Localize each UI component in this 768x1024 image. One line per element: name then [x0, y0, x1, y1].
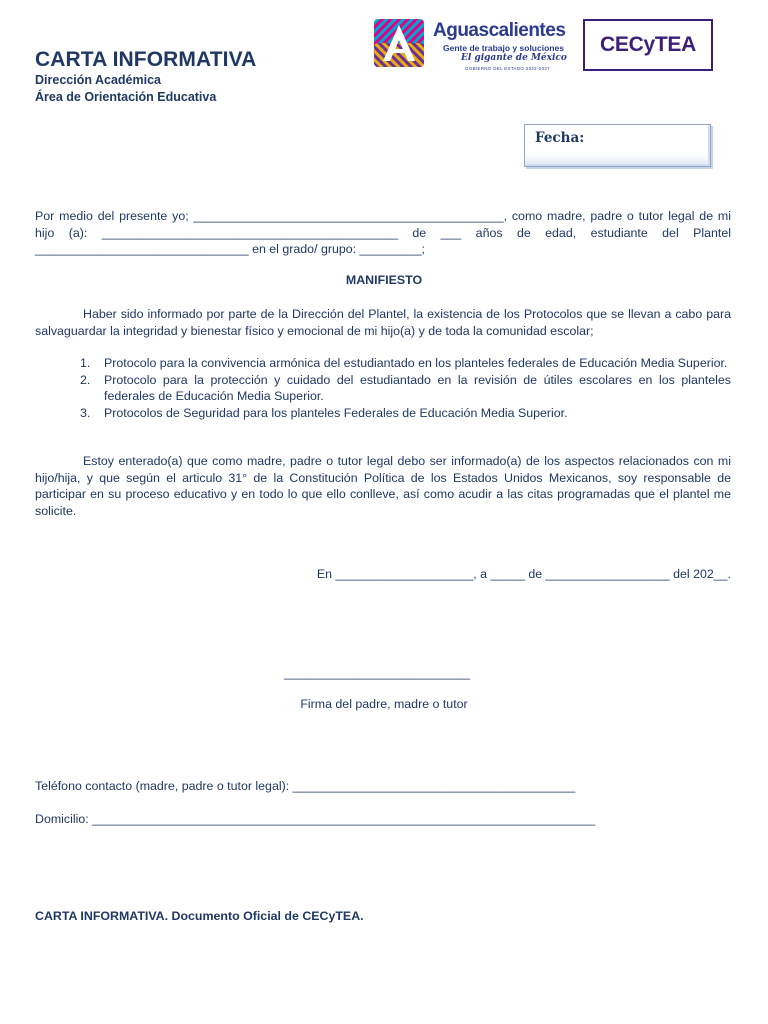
date-label: Fecha:: [535, 130, 585, 146]
date-box[interactable]: [524, 124, 711, 167]
aguascalientes-emblem-icon: [373, 18, 425, 68]
list-item-text: Protocolos de Seguridad para los planteles Federales de Educación Media Superior.: [104, 405, 568, 420]
aguascalientes-slogan: El gigante de México: [461, 53, 567, 63]
signature-line[interactable]: ___________________________: [284, 666, 471, 680]
list-item: [35, 355, 731, 372]
information-paragraph: Haber sido informado por parte de la Dirección del Plantel, la existencia de los Protocolos que se llevan a cabo para salvaguardar la integridad y bienestar físico y emocional de mi hijo(a) y de toda la comunidad escolar;: [35, 307, 731, 338]
phone-field[interactable]: Teléfono contacto (madre, padre o tutor legal): _________________________________________: [35, 779, 576, 793]
list-item: [35, 372, 731, 405]
list-item-number: 2.: [80, 372, 91, 387]
signature-label: Firma del padre, madre o tutor: [300, 697, 468, 711]
list-item-number: 1.: [80, 356, 91, 370]
list-item-text: Protocolo para la convivencia armónica del estudiantado en los planteles federales de Educación Media Superior.: [104, 356, 728, 370]
manifiesto-heading: MANIFIESTO: [345, 273, 423, 287]
intro-paragraph: Por medio del presente yo; _____________________________________________, como madre, padre o tutor legal de mi hijo (a): ___________________________________________ de ___ años de edad, estudiante del Plantel _______________________________ en el grado/ grupo: _________;: [35, 209, 731, 256]
cecytea-logo: [583, 19, 713, 71]
document-footer: CARTA INFORMATIVA. Documento Oficial de CECyTEA.: [35, 909, 364, 923]
cecytea-wordmark: CECyTEA: [600, 33, 696, 56]
aguascalientes-government: GOBIERNO DEL ESTADO 2022-2027: [465, 66, 550, 71]
department-name: Dirección Académica: [35, 73, 161, 87]
area-name: Área de Orientación Educativa: [35, 90, 217, 104]
list-item-text: Protocolo para la protección y cuidado del estudiantado en la revisión de útiles escolares en los planteles federales de Educación Media Superior.: [104, 372, 731, 403]
address-field[interactable]: Domicilio: _________________________________________________________________________: [35, 812, 596, 826]
aguascalientes-logo: [373, 16, 578, 72]
aguascalientes-tagline: Gente de trabajo y soluciones: [443, 43, 564, 53]
document-title: CARTA INFORMATIVA: [35, 48, 257, 71]
responsibility-paragraph: Estoy enterado(a) que como madre, padre o tutor legal debo ser informado(a) de los aspectos relacionados con mi hijo/hija, y que según el articulo 31° de la Constitución Política de los Estados Unidos Mexicanos, soy responsable de participar en su proceso educativo y en todo lo que ello conlleve, así como acudir a las citas programadas que el plantel me solicite.: [35, 454, 731, 518]
place-date-line[interactable]: En ____________________, a _____ de __________________ del 202__.: [316, 567, 731, 581]
protocol-list: [35, 355, 731, 421]
aguascalientes-wordmark: Aguascalientes: [433, 20, 566, 41]
list-item-number: 3.: [80, 405, 91, 420]
list-item: [35, 405, 731, 422]
